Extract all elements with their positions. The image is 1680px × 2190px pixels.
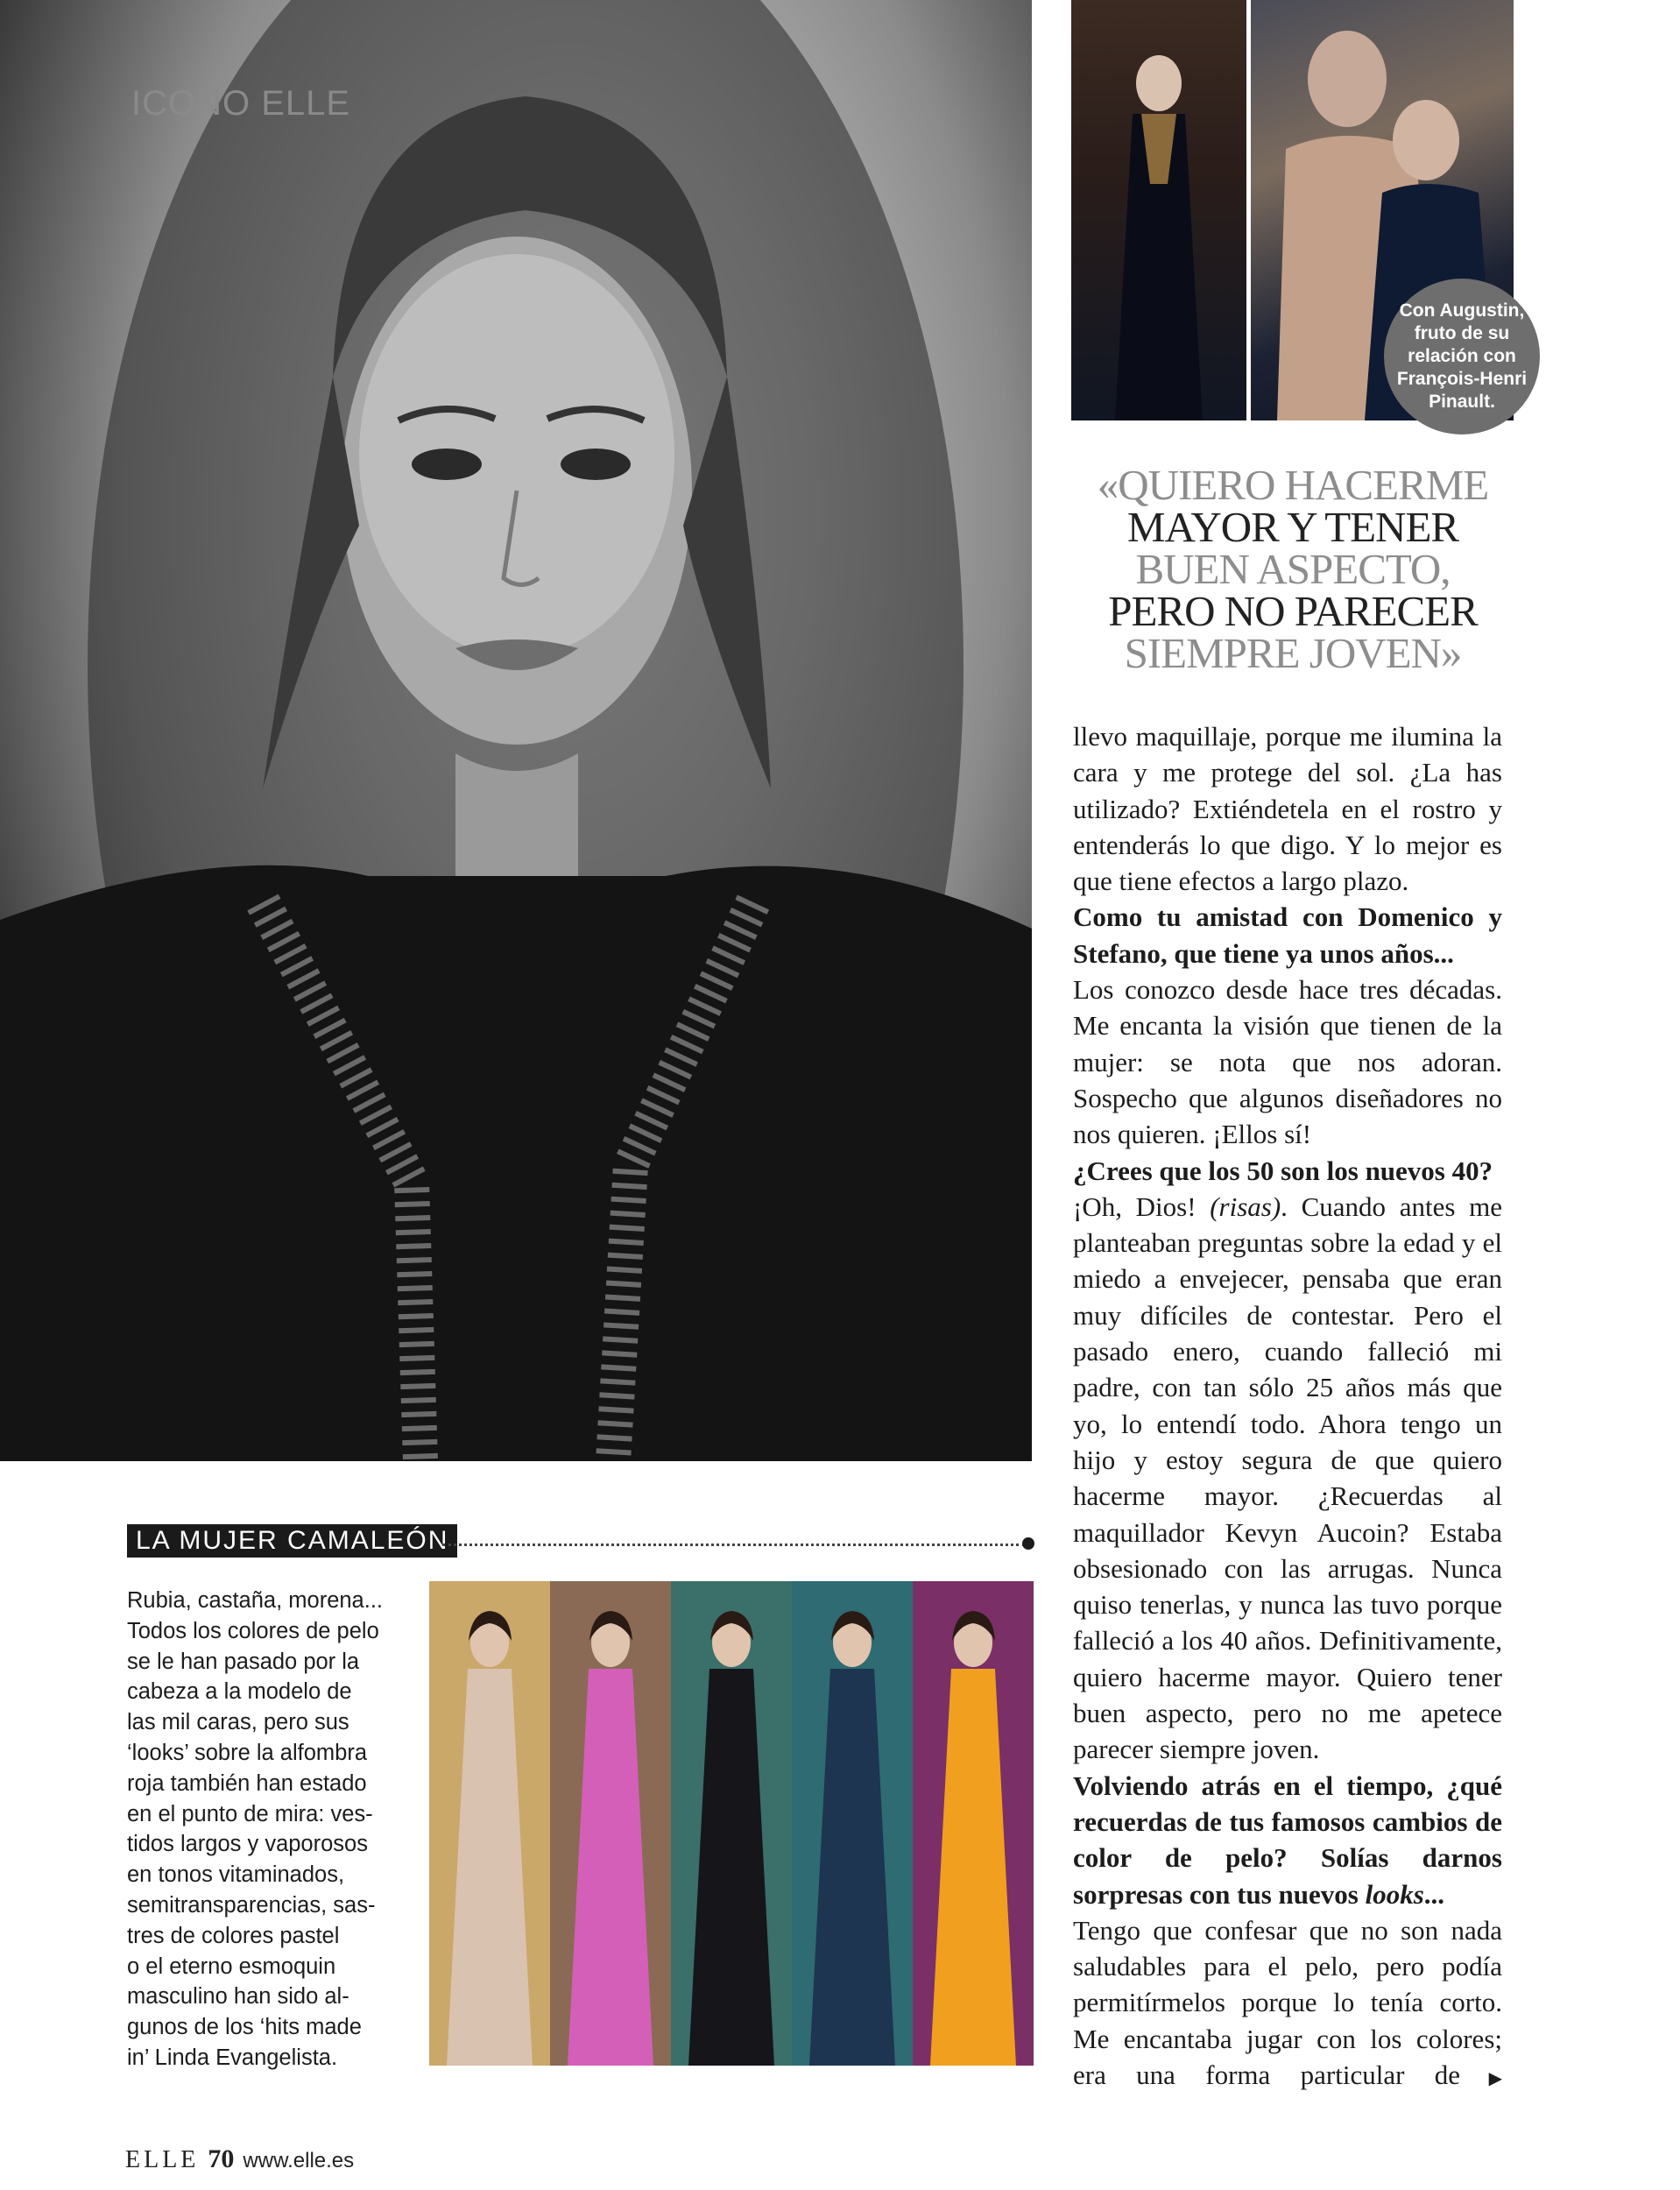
sidebar-line: cabeza a la modelo de	[127, 1679, 352, 1705]
sidebar-line: tidos largos y vaporosos	[127, 1832, 368, 1857]
footer-url: www.elle.es	[243, 2149, 355, 2172]
answer-text: Tengo que confesar que no son nada saludables para el pelo, pero podía permitírmelos porque lo tenía corto. Me encantaba jugar con los colores; era una forma particular de	[1073, 1914, 1502, 2090]
pull-quote-line: PERO NO PARECER	[1108, 587, 1478, 635]
sidebar-line: in’ Linda Evangelista.	[127, 2045, 338, 2070]
footer-brand: ELLE	[125, 2146, 200, 2173]
question-text: Volviendo atrás en el tiempo, ¿qué recuerdas de tus famosos cambios de color de pelo? Solías darnos sorpresas con tus nuevos	[1073, 1770, 1502, 1910]
sidebar-line: ‘looks’ sobre la alfombra	[127, 1740, 368, 1765]
sidebar-line: tres de colores pastel	[127, 1923, 340, 1948]
page-footer	[125, 2144, 354, 2174]
look-photo	[429, 1581, 550, 2066]
divider-dot	[1022, 1537, 1034, 1550]
sidebar-line: Rubia, castaña, morena...	[127, 1588, 383, 1613]
sidebar-line: se le han pasado por la	[127, 1649, 360, 1674]
sidebar-line: las mil caras, pero sus	[127, 1710, 349, 1735]
article-paragraph: llevo maquillaje, porque me ilumina la cara y me protege del sol. ¿La has utilizado? Extiéndetela en el rostro y entenderás lo que digo. Y lo mejor es que tiene efectos a largo plazo.	[1073, 721, 1502, 897]
look-photo	[913, 1581, 1034, 2066]
pull-quote-line: BUEN ASPECTO,	[1135, 545, 1451, 593]
sidebar-line: semitransparencias, sas-	[127, 1892, 376, 1918]
question-italic: looks	[1365, 1878, 1424, 1910]
look-figure	[429, 1581, 550, 2066]
answer-text: ¡Oh, Dios!	[1073, 1190, 1211, 1222]
sidebar-line: o el eterno esmoquin	[127, 1953, 336, 1979]
dotted-divider	[442, 1544, 1025, 1546]
look-photo	[671, 1581, 792, 2066]
section-tag: ICONO ELLE	[131, 84, 351, 123]
look-photo	[550, 1581, 671, 2066]
article-paragraph: Los conozco desde hace tres décadas. Me encanta la visión que tienen de la mujer: se nota que nos adoran. Sospecho que algunos diseñadores no nos quieren. ¡Ellos sí!	[1073, 974, 1502, 1150]
article-paragraph	[1073, 1912, 1502, 2097]
look-photo	[792, 1581, 913, 2066]
look-figure	[913, 1581, 1034, 2066]
sidebar-line: en el punto de mira: ves-	[127, 1801, 373, 1826]
sidebar-line: Todos los colores de pelo	[127, 1618, 379, 1643]
look-figure	[550, 1581, 671, 2066]
interview-question	[1073, 1768, 1502, 1912]
continue-arrow-icon: ▶	[1465, 2068, 1502, 2088]
article-body	[1073, 718, 1502, 2097]
pull-quote-line: «QUIERO HACERME	[1097, 461, 1489, 509]
sidebar-text	[127, 1586, 416, 2073]
sidebar-line: roja también han estado	[127, 1770, 367, 1796]
sidebar-line: masculino han sido al-	[127, 1984, 349, 2010]
pull-quote-line: SIEMPRE JOVEN»	[1124, 629, 1462, 677]
sidebar-line: gunos de los ‘hits made	[127, 2015, 362, 2040]
answer-text: . Cuando antes me planteaban preguntas sobre la edad y el miedo a envejecer, pensaba que eran muy difíciles de contestar. Pero el pasado enero, cuando falleció mi padre, con tan sólo 25 años más que yo, lo entendí todo. Ahora tengo un hijo y estoy segura de que quiero hacerme mayor. ¿Recuerdas al maquillador Kevyn Aucoin? Estaba obsesionado con las arrugas. Nunca quiso tenerlas, y nunca las tuvo porque falleció a los 40 años. Definitivamente, quiero hacerme mayor. Quiero tener buen aspecto, pero no me apetece parecer siempre joven.	[1073, 1190, 1502, 1765]
photo-caption: Con Augustin, fruto de su relación con François-Henri Pinault.	[1384, 279, 1540, 434]
main-portrait-photo	[0, 0, 1032, 1461]
page-number: 70	[208, 2144, 235, 2173]
sidebar-heading: LA MUJER CAMALEÓN	[127, 1524, 457, 1558]
gown-figure	[1071, 0, 1246, 420]
interview-question: Como tu amistad con Domenico y Stefano, que tiene ya unos años...	[1073, 901, 1502, 969]
article-paragraph	[1073, 1189, 1502, 1768]
question-text: ...	[1423, 1878, 1445, 1910]
look-figure	[671, 1581, 792, 2066]
look-figure	[792, 1581, 913, 2066]
portrait-illustration	[0, 0, 1032, 1461]
gown-photo	[1071, 0, 1246, 420]
pull-quote	[1048, 461, 1538, 677]
interview-question: ¿Crees que los 50 son los nuevos 40?	[1073, 1155, 1493, 1186]
sidebar-line: en tonos vitaminados,	[127, 1862, 345, 1888]
answer-aside: (risas)	[1210, 1190, 1281, 1222]
pull-quote-line: MAYOR Y TENER	[1126, 503, 1459, 551]
red-carpet-looks-collage	[429, 1581, 1034, 2066]
